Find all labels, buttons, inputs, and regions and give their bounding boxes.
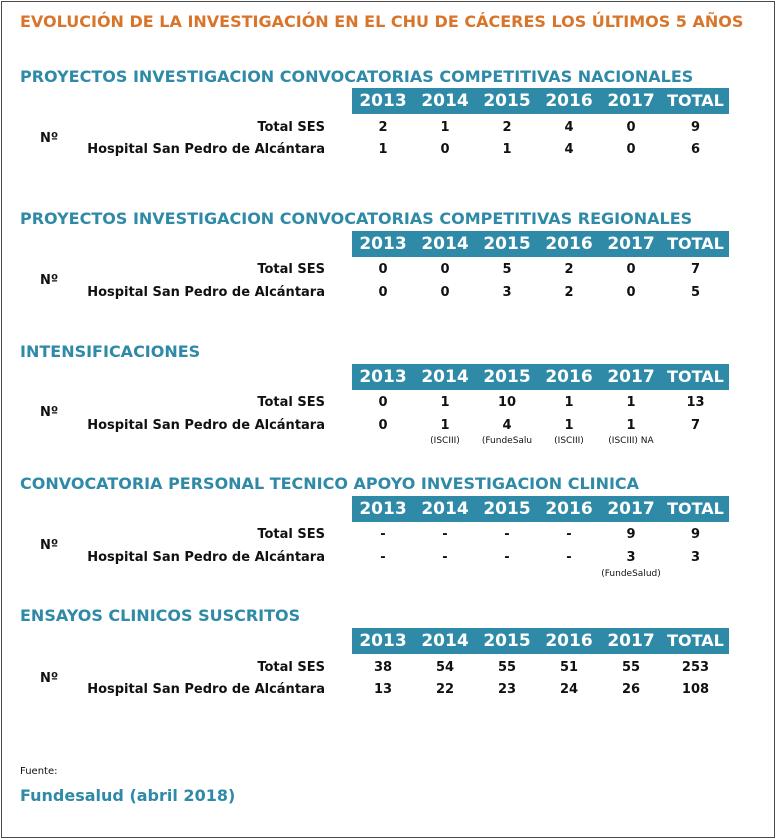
header-cell: 2016 bbox=[545, 499, 593, 519]
header-cell: 2017 bbox=[607, 367, 655, 387]
value-cell: 55 bbox=[621, 660, 641, 675]
source-text: Fundesalud (abril 2018) bbox=[20, 786, 236, 805]
header-cell: 2013 bbox=[359, 499, 407, 519]
value-cell: 22 bbox=[435, 682, 455, 697]
value-cell: 2 bbox=[564, 262, 574, 277]
value-cell: 54 bbox=[435, 660, 455, 675]
value-cell: 7 bbox=[690, 418, 701, 433]
value-cell: - bbox=[442, 527, 448, 542]
value-cell: 1 bbox=[502, 142, 512, 157]
row-values bbox=[352, 262, 729, 277]
value-cell: 7 bbox=[690, 262, 701, 277]
value-cell: 0 bbox=[378, 285, 388, 300]
table-header bbox=[352, 496, 729, 522]
value-cell: 0 bbox=[378, 395, 388, 410]
section-title: ENSAYOS CLINICOS SUSCRITOS bbox=[20, 606, 301, 625]
header-cell: TOTAL bbox=[667, 499, 724, 518]
row-values bbox=[352, 285, 729, 300]
value-cell: 1 bbox=[626, 418, 636, 433]
row-values bbox=[352, 395, 729, 410]
number-label: Nº bbox=[40, 131, 59, 146]
value-cell: 5 bbox=[690, 285, 701, 300]
value-cell: - bbox=[504, 527, 510, 542]
value-cell: 1 bbox=[440, 418, 450, 433]
value-cell: 13 bbox=[686, 395, 705, 410]
row-values bbox=[352, 660, 729, 675]
note-cell bbox=[662, 436, 729, 446]
header-cell: 2016 bbox=[545, 367, 593, 387]
value-cell: - bbox=[442, 550, 448, 565]
value-cell: 0 bbox=[626, 262, 636, 277]
header-cell: 2016 bbox=[545, 631, 593, 651]
note-cell: (FundeSalu bbox=[481, 436, 533, 446]
note-cell bbox=[538, 569, 600, 579]
row-values bbox=[352, 550, 729, 565]
value-cell: 9 bbox=[690, 120, 701, 135]
value-cell: 1 bbox=[564, 418, 574, 433]
table-row bbox=[0, 550, 776, 568]
row-label: Hospital San Pedro de Alcántara bbox=[87, 418, 325, 433]
value-cell: 0 bbox=[378, 418, 388, 433]
value-cell: - bbox=[566, 550, 572, 565]
value-cell: 2 bbox=[564, 285, 574, 300]
header-cell: 2017 bbox=[607, 631, 655, 651]
value-cell: 0 bbox=[378, 262, 388, 277]
row-label: Total SES bbox=[257, 527, 325, 542]
value-cell: 3 bbox=[626, 550, 636, 565]
row-values bbox=[352, 418, 729, 433]
value-cell: 6 bbox=[690, 142, 701, 157]
note-cell bbox=[662, 569, 729, 579]
value-cell: 0 bbox=[440, 262, 450, 277]
page-title: EVOLUCIÓN DE LA INVESTIGACIÓN EN EL CHU DE CÁCERES LOS ÚLTIMOS 5 AÑOS bbox=[20, 12, 744, 31]
table-row bbox=[0, 142, 776, 160]
table-header bbox=[352, 231, 729, 257]
table-row bbox=[0, 395, 776, 413]
value-cell: 4 bbox=[564, 142, 574, 157]
row-label: Hospital San Pedro de Alcántara bbox=[87, 142, 325, 157]
row-notes bbox=[352, 436, 729, 446]
source-label: Fuente: bbox=[20, 766, 58, 777]
table-header bbox=[352, 364, 729, 390]
section-title: PROYECTOS INVESTIGACION CONVOCATORIAS COMPETITIVAS NACIONALES bbox=[20, 67, 694, 86]
row-values bbox=[352, 142, 729, 157]
value-cell: 13 bbox=[373, 682, 393, 697]
value-cell: 2 bbox=[378, 120, 388, 135]
value-cell: 0 bbox=[626, 120, 636, 135]
section-title: INTENSIFICACIONES bbox=[20, 342, 201, 361]
header-cell: 2015 bbox=[483, 367, 531, 387]
value-cell: 1 bbox=[626, 395, 636, 410]
table-row bbox=[0, 418, 776, 436]
value-cell: - bbox=[504, 550, 510, 565]
value-cell: 55 bbox=[497, 660, 517, 675]
note-cell bbox=[414, 569, 476, 579]
row-label: Total SES bbox=[257, 120, 325, 135]
value-cell: 24 bbox=[559, 682, 579, 697]
section-title: CONVOCATORIA PERSONAL TECNICO APOYO INVESTIGACION CLINICA bbox=[20, 474, 640, 493]
value-cell: 1 bbox=[564, 395, 574, 410]
header-cell: TOTAL bbox=[667, 367, 724, 386]
note-cell: (ISCIII) bbox=[554, 436, 584, 446]
value-cell: 1 bbox=[378, 142, 388, 157]
value-cell: - bbox=[566, 527, 572, 542]
value-cell: - bbox=[380, 527, 386, 542]
value-cell: 23 bbox=[497, 682, 517, 697]
header-cell: 2013 bbox=[359, 91, 407, 111]
note-cell bbox=[352, 436, 414, 446]
value-cell: 10 bbox=[497, 395, 517, 410]
table-header bbox=[352, 88, 729, 114]
header-cell: 2014 bbox=[421, 367, 469, 387]
row-label: Total SES bbox=[257, 660, 325, 675]
row-label: Hospital San Pedro de Alcántara bbox=[87, 682, 325, 697]
table-row bbox=[0, 120, 776, 138]
row-values bbox=[352, 120, 729, 135]
header-cell: 2014 bbox=[421, 499, 469, 519]
header-cell: 2015 bbox=[483, 91, 531, 111]
header-cell: 2017 bbox=[607, 91, 655, 111]
note-cell bbox=[476, 569, 538, 579]
number-label: Nº bbox=[40, 538, 59, 553]
header-cell: 2014 bbox=[421, 91, 469, 111]
value-cell: 0 bbox=[440, 142, 450, 157]
header-cell: 2015 bbox=[483, 499, 531, 519]
value-cell: 26 bbox=[621, 682, 641, 697]
table-row bbox=[0, 660, 776, 678]
value-cell: 3 bbox=[502, 285, 512, 300]
header-cell: 2015 bbox=[483, 234, 531, 254]
table-row bbox=[0, 262, 776, 280]
note-cell: (ISCIII) bbox=[430, 436, 460, 446]
value-cell: 108 bbox=[681, 682, 710, 697]
header-cell: 2014 bbox=[421, 631, 469, 651]
section-title: PROYECTOS INVESTIGACION CONVOCATORIAS COMPETITIVAS REGIONALES bbox=[20, 209, 693, 228]
header-cell: TOTAL bbox=[667, 91, 724, 110]
header-cell: 2013 bbox=[359, 631, 407, 651]
row-values bbox=[352, 527, 729, 542]
row-label: Total SES bbox=[257, 395, 325, 410]
value-cell: 9 bbox=[626, 527, 636, 542]
header-cell: 2016 bbox=[545, 91, 593, 111]
table-row bbox=[0, 285, 776, 303]
header-cell: 2017 bbox=[607, 499, 655, 519]
value-cell: 1 bbox=[440, 120, 450, 135]
row-values bbox=[352, 682, 729, 697]
table-row bbox=[0, 527, 776, 545]
note-cell: (ISCIII) NA bbox=[608, 436, 654, 446]
header-cell: 2015 bbox=[483, 631, 531, 651]
value-cell: - bbox=[380, 550, 386, 565]
header-cell: TOTAL bbox=[667, 631, 724, 650]
value-cell: 3 bbox=[690, 550, 701, 565]
number-label: Nº bbox=[40, 273, 59, 288]
value-cell: 2 bbox=[502, 120, 512, 135]
value-cell: 253 bbox=[681, 660, 710, 675]
row-notes bbox=[352, 569, 729, 579]
value-cell: 51 bbox=[559, 660, 579, 675]
note-cell: (FundeSalud) bbox=[601, 569, 661, 579]
value-cell: 1 bbox=[440, 395, 450, 410]
table-header bbox=[352, 628, 729, 654]
header-cell: 2016 bbox=[545, 234, 593, 254]
value-cell: 9 bbox=[690, 527, 701, 542]
row-label: Hospital San Pedro de Alcántara bbox=[87, 550, 325, 565]
note-cell bbox=[352, 569, 414, 579]
number-label: Nº bbox=[40, 671, 59, 686]
number-label: Nº bbox=[40, 405, 59, 420]
value-cell: 4 bbox=[564, 120, 574, 135]
row-label: Hospital San Pedro de Alcántara bbox=[87, 285, 325, 300]
value-cell: 0 bbox=[440, 285, 450, 300]
header-cell: 2013 bbox=[359, 234, 407, 254]
header-cell: 2017 bbox=[607, 234, 655, 254]
row-label: Total SES bbox=[257, 262, 325, 277]
header-cell: 2014 bbox=[421, 234, 469, 254]
value-cell: 0 bbox=[626, 142, 636, 157]
table-row bbox=[0, 682, 776, 700]
value-cell: 38 bbox=[373, 660, 393, 675]
value-cell: 0 bbox=[626, 285, 636, 300]
header-cell: TOTAL bbox=[667, 234, 724, 253]
value-cell: 4 bbox=[502, 418, 512, 433]
value-cell: 5 bbox=[502, 262, 512, 277]
header-cell: 2013 bbox=[359, 367, 407, 387]
